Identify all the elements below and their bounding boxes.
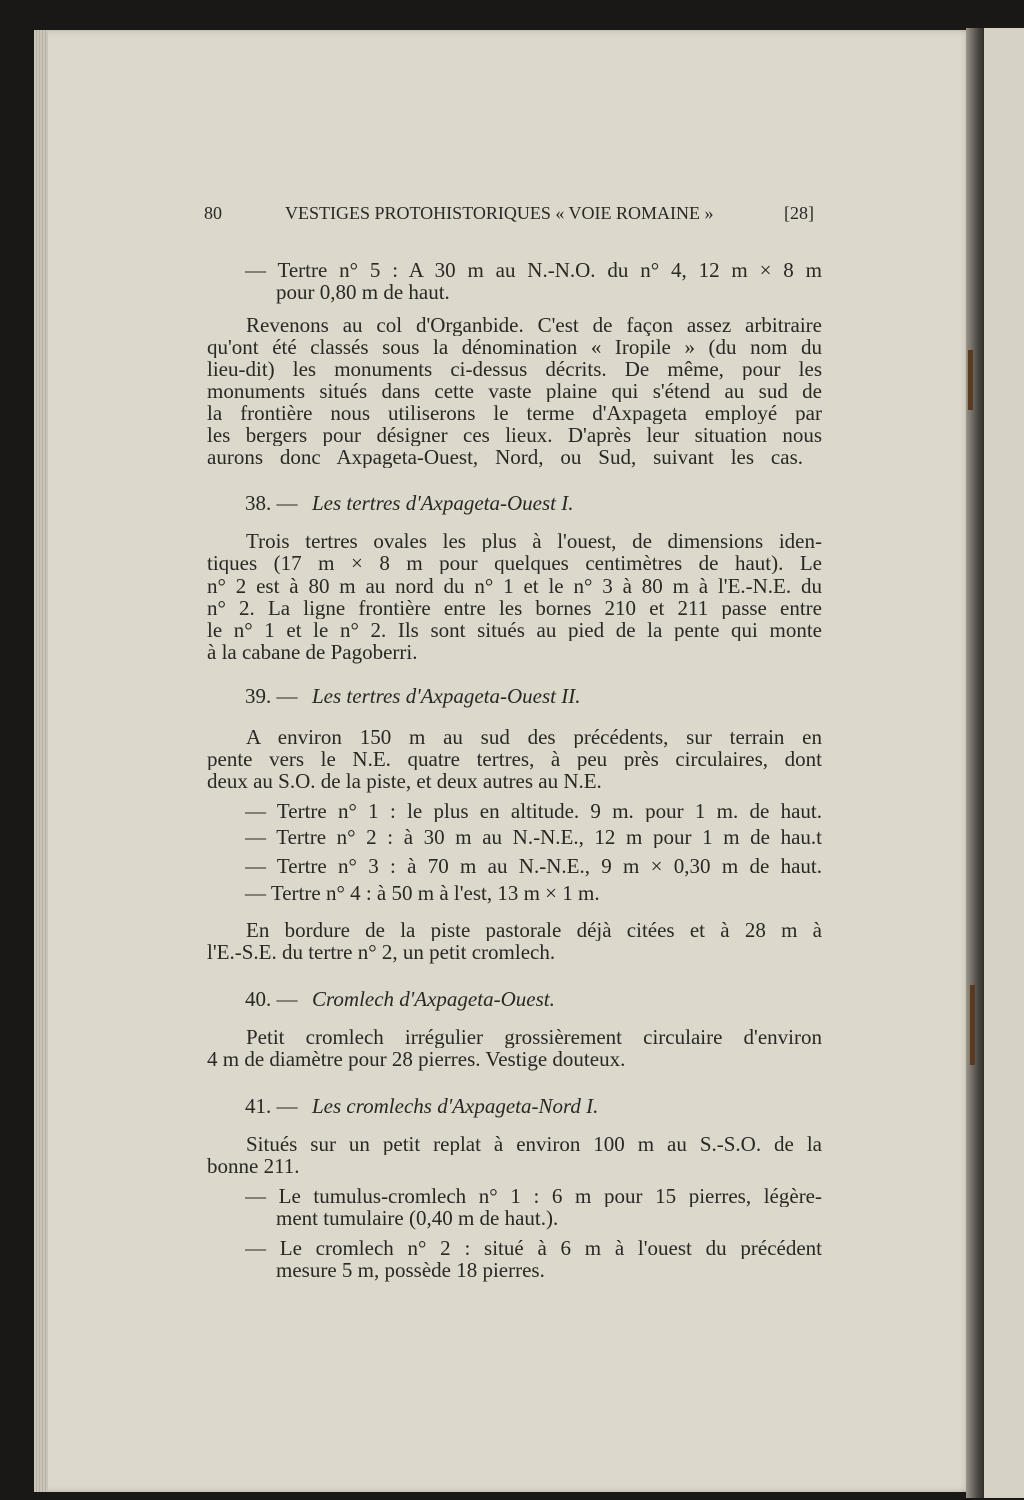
list-item: — Le tumulus-cromlech n° 1 : 6 m pour 15 pierres, légère-	[245, 1185, 822, 1207]
binding-gutter	[966, 28, 986, 1498]
list-item: — Tertre n° 1 : le plus en altitude. 9 m. pour 1 m. de haut.	[245, 800, 822, 822]
section-heading-title: Les tertres d'Axpageta-Ouest II.	[312, 684, 581, 708]
page-edge	[34, 30, 48, 1492]
list-item: — Tertre n° 4 : à 50 m à l'est, 13 m × 1 m.	[245, 881, 600, 905]
facing-page-edge	[984, 28, 1024, 1498]
text-line: tiques (17 m × 8 m pour quelques centimètres de haut). Le	[207, 552, 822, 574]
text-line: aurons donc Axpageta-Ouest, Nord, ou Sud, suivant les cas.	[207, 446, 803, 468]
list-item: — Tertre n° 2 : à 30 m au N.-N.E., 12 m pour 1 m de hau.t	[245, 826, 822, 848]
binding-stain	[968, 350, 973, 410]
text-line: En bordure de la piste pastorale déjà citées et à 28 m à	[246, 919, 822, 941]
text-line: bonne 211.	[207, 1154, 300, 1178]
list-item: mesure 5 m, possède 18 pierres.	[276, 1258, 545, 1282]
text-line: le n° 1 et le n° 2. Ils sont situés au pied de la pente qui monte	[207, 619, 822, 641]
section-heading-title: Les tertres d'Axpageta-Ouest I.	[312, 491, 574, 515]
text-line: Situés sur un petit replat à environ 100 m au S.-S.O. de la	[246, 1133, 822, 1155]
text-line: — Tertre n° 5 : A 30 m au N.-N.O. du n° 4, 12 m × 8 m	[245, 259, 822, 281]
binding-stain	[970, 985, 975, 1065]
section-heading-number: 38. —	[245, 491, 298, 515]
list-item: — Tertre n° 3 : à 70 m au N.-N.E., 9 m × 0,30 m de haut.	[245, 855, 822, 877]
running-title: VESTIGES PROTOHISTORIQUES « VOIE ROMAINE »	[285, 203, 714, 223]
text-line: n° 2. La ligne frontière entre les bornes 210 et 211 passe entre	[207, 597, 822, 619]
text-line: Trois tertres ovales les plus à l'ouest, de dimensions iden-	[246, 530, 822, 552]
section-number: [28]	[784, 203, 814, 223]
text-line: lieu-dit) les monuments ci-dessus décrits. De même, pour les	[207, 358, 822, 380]
text-line: pente vers le N.E. quatre tertres, à peu près circulaires, dont	[207, 748, 822, 770]
section-heading-title: Cromlech d'Axpageta-Ouest.	[312, 987, 555, 1011]
text-line: la frontière nous utiliserons le terme d'Axpageta employé par	[207, 402, 822, 424]
text-line: l'E.-S.E. du tertre n° 2, un petit cromlech.	[207, 940, 556, 964]
section-heading-title: Les cromlechs d'Axpageta-Nord I.	[312, 1094, 599, 1118]
text-line: Revenons au col d'Organbide. C'est de façon assez arbitraire	[246, 314, 822, 336]
section-heading-number: 39. —	[245, 684, 298, 708]
page-number: 80	[204, 203, 222, 223]
text-line: pour 0,80 m de haut.	[276, 280, 450, 304]
section-heading-number: 40. —	[245, 987, 298, 1011]
text-line: Petit cromlech irrégulier grossièrement circulaire d'environ	[246, 1026, 822, 1048]
list-item: ment tumulaire (0,40 m de haut.).	[276, 1206, 559, 1230]
text-line: qu'ont été classés sous la dénomination « Iropile » (du nom du	[207, 336, 822, 358]
text-line: A environ 150 m au sud des précédents, sur terrain en	[246, 726, 822, 748]
text-line: les bergers pour désigner ces lieux. D'après leur situation nous	[207, 424, 822, 446]
text-line: monuments situés dans cette vaste plaine qui s'étend au sud de	[207, 380, 822, 402]
text-line: à la cabane de Pagoberri.	[207, 640, 418, 664]
text-line: deux au S.O. de la piste, et deux autres au N.E.	[207, 769, 602, 793]
list-item: — Le cromlech n° 2 : situé à 6 m à l'ouest du précédent	[245, 1237, 822, 1259]
text-line: n° 2 est à 80 m au nord du n° 1 et le n° 3 à 80 m à l'E.-N.E. du	[207, 575, 822, 597]
section-heading-number: 41. —	[245, 1094, 298, 1118]
text-line: 4 m de diamètre pour 28 pierres. Vestige douteux.	[207, 1047, 626, 1071]
